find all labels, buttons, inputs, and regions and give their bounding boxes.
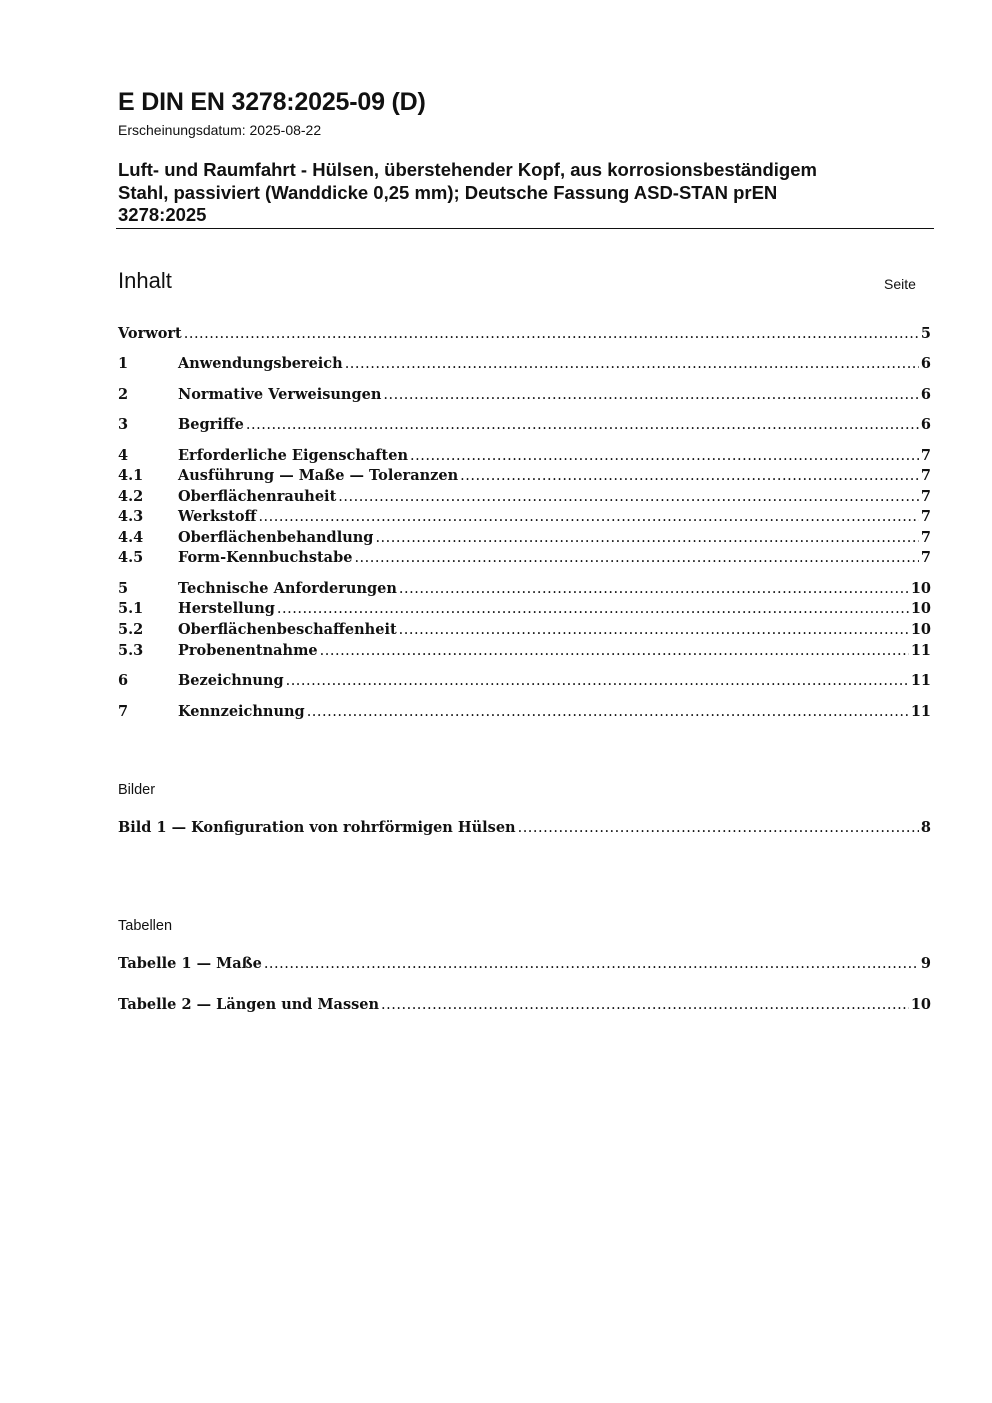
dot-leader bbox=[277, 600, 909, 617]
dot-leader bbox=[320, 642, 909, 659]
toc-entry-label: Ausführung — Maße — Toleranzen bbox=[178, 467, 459, 484]
toc-entry[interactable] bbox=[118, 386, 931, 406]
toc-entry-page: 7 bbox=[920, 447, 931, 464]
toc-entry-number: 1 bbox=[118, 355, 129, 372]
toc-entry-label: Technische Anforderungen bbox=[178, 580, 397, 597]
dot-leader bbox=[246, 416, 919, 433]
figure-entry[interactable] bbox=[118, 819, 931, 839]
table-entry-page: 10 bbox=[910, 996, 931, 1013]
dot-leader bbox=[460, 467, 919, 484]
figure-entry-page: 8 bbox=[920, 819, 931, 836]
toc-entry[interactable] bbox=[118, 549, 931, 569]
dot-leader bbox=[375, 529, 918, 546]
dot-leader bbox=[286, 672, 909, 689]
table-entry[interactable] bbox=[118, 955, 931, 975]
toc-entry-number: 4.3 bbox=[118, 508, 144, 525]
toc-entry-label: Oberflächenbehandlung bbox=[178, 529, 374, 546]
toc-entry-label: Werkstoff bbox=[178, 508, 257, 525]
document-number: E DIN EN 3278:2025-09 (D) bbox=[118, 88, 426, 116]
toc-entry-number: 3 bbox=[118, 416, 129, 433]
toc-entry-label: Normative Verweisungen bbox=[178, 386, 382, 403]
dot-leader bbox=[399, 580, 909, 597]
toc-entry-page: 11 bbox=[910, 672, 931, 689]
toc-entry-page: 11 bbox=[910, 642, 931, 659]
toc-entry-page: 6 bbox=[920, 355, 931, 372]
toc-entry-page: 7 bbox=[920, 488, 931, 505]
dot-leader bbox=[338, 488, 919, 505]
toc-entry[interactable] bbox=[118, 416, 931, 436]
document-title bbox=[118, 159, 898, 227]
toc-entry[interactable] bbox=[118, 621, 931, 641]
title-line: Stahl, passiviert (Wanddicke 0,25 mm); Deutsche Fassung ASD-STAN prEN bbox=[118, 181, 778, 203]
dot-leader bbox=[264, 955, 919, 972]
dot-leader bbox=[383, 386, 919, 403]
toc-entry[interactable] bbox=[118, 703, 931, 723]
toc-entry-number: 6 bbox=[118, 672, 129, 689]
toc-entry-number: 4.1 bbox=[118, 467, 144, 484]
dot-leader bbox=[258, 508, 918, 525]
toc-entry-page: 10 bbox=[910, 580, 931, 597]
toc-entry-page: 7 bbox=[920, 529, 931, 546]
toc-entry-label: Begriffe bbox=[178, 416, 244, 433]
toc-entry-number: 5 bbox=[118, 580, 129, 597]
toc-entry-label: Vorwort bbox=[118, 325, 182, 342]
toc-entry-number: 4.2 bbox=[118, 488, 144, 505]
tables-heading: Tabellen bbox=[118, 918, 173, 934]
dot-leader bbox=[307, 703, 909, 720]
toc-entry[interactable] bbox=[118, 672, 931, 692]
toc-entry[interactable] bbox=[118, 529, 931, 549]
toc-entry-page: 7 bbox=[920, 549, 931, 566]
toc-entry-page: 11 bbox=[910, 703, 931, 720]
toc-entry[interactable] bbox=[118, 600, 931, 620]
toc-entry-page: 10 bbox=[910, 600, 931, 617]
toc-entry-page: 6 bbox=[920, 386, 931, 403]
toc-entry-page: 7 bbox=[920, 467, 931, 484]
title-line: Luft- und Raumfahrt - Hülsen, überstehender Kopf, aus korrosionsbeständigem bbox=[118, 159, 817, 180]
toc-entry-label: Erforderliche Eigenschaften bbox=[178, 447, 409, 464]
toc-entry-label: Oberflächenrauheit bbox=[178, 488, 337, 505]
dot-leader bbox=[345, 355, 919, 372]
toc-entry-number: 7 bbox=[118, 703, 129, 720]
page-column-label: Seite bbox=[884, 276, 916, 292]
dot-leader bbox=[518, 819, 919, 836]
toc-entry-page: 7 bbox=[920, 508, 931, 525]
toc-entry-number: 4 bbox=[118, 447, 129, 464]
toc-entry-label: Oberflächenbeschaffenheit bbox=[178, 621, 397, 638]
figure-entry-label: Bild 1 — Konfiguration von rohrförmigen Hülsen bbox=[118, 819, 516, 836]
toc-entry-label: Probenentnahme bbox=[178, 642, 318, 659]
dot-leader bbox=[184, 325, 919, 342]
toc-entry-page: 6 bbox=[920, 416, 931, 433]
toc-entry[interactable] bbox=[118, 580, 931, 600]
table-entry-page: 9 bbox=[920, 955, 931, 972]
toc-entry-number: 4.5 bbox=[118, 549, 144, 566]
toc-heading: Inhalt bbox=[118, 268, 172, 293]
title-divider bbox=[116, 228, 934, 229]
toc-entry-number: 2 bbox=[118, 386, 129, 403]
toc-entry[interactable] bbox=[118, 447, 931, 467]
publication-date: Erscheinungsdatum: 2025-08-22 bbox=[118, 122, 322, 138]
toc-entry[interactable] bbox=[118, 508, 931, 528]
toc-entry[interactable] bbox=[118, 488, 931, 508]
toc-entry-page: 10 bbox=[910, 621, 931, 638]
toc-entry-label: Herstellung bbox=[178, 600, 275, 617]
toc-entry[interactable] bbox=[118, 642, 931, 662]
toc-entry-number: 5.3 bbox=[118, 642, 144, 659]
dot-leader bbox=[399, 621, 909, 638]
table-entry-label: Tabelle 1 — Maße bbox=[118, 955, 262, 972]
dot-leader bbox=[354, 549, 918, 566]
toc-entry-label: Kennzeichnung bbox=[178, 703, 305, 720]
toc-entry-label: Bezeichnung bbox=[178, 672, 284, 689]
dot-leader bbox=[410, 447, 919, 464]
table-entry-label: Tabelle 2 — Längen und Massen bbox=[118, 996, 380, 1013]
toc-entry-page: 5 bbox=[920, 325, 931, 342]
table-entry[interactable] bbox=[118, 996, 931, 1016]
dot-leader bbox=[381, 996, 909, 1013]
figures-heading: Bilder bbox=[118, 782, 156, 798]
toc-entry-number: 5.1 bbox=[118, 600, 144, 617]
toc-entry-label: Form-Kennbuchstabe bbox=[178, 549, 353, 566]
toc-entry-vorwort[interactable] bbox=[118, 325, 931, 345]
title-line: 3278:2025 bbox=[118, 204, 207, 225]
toc-entry-number: 4.4 bbox=[118, 529, 144, 546]
toc-entry-label: Anwendungsbereich bbox=[178, 355, 343, 372]
toc-entry[interactable] bbox=[118, 467, 931, 487]
toc-entry-number: 5.2 bbox=[118, 621, 144, 638]
toc-entry[interactable] bbox=[118, 355, 931, 375]
